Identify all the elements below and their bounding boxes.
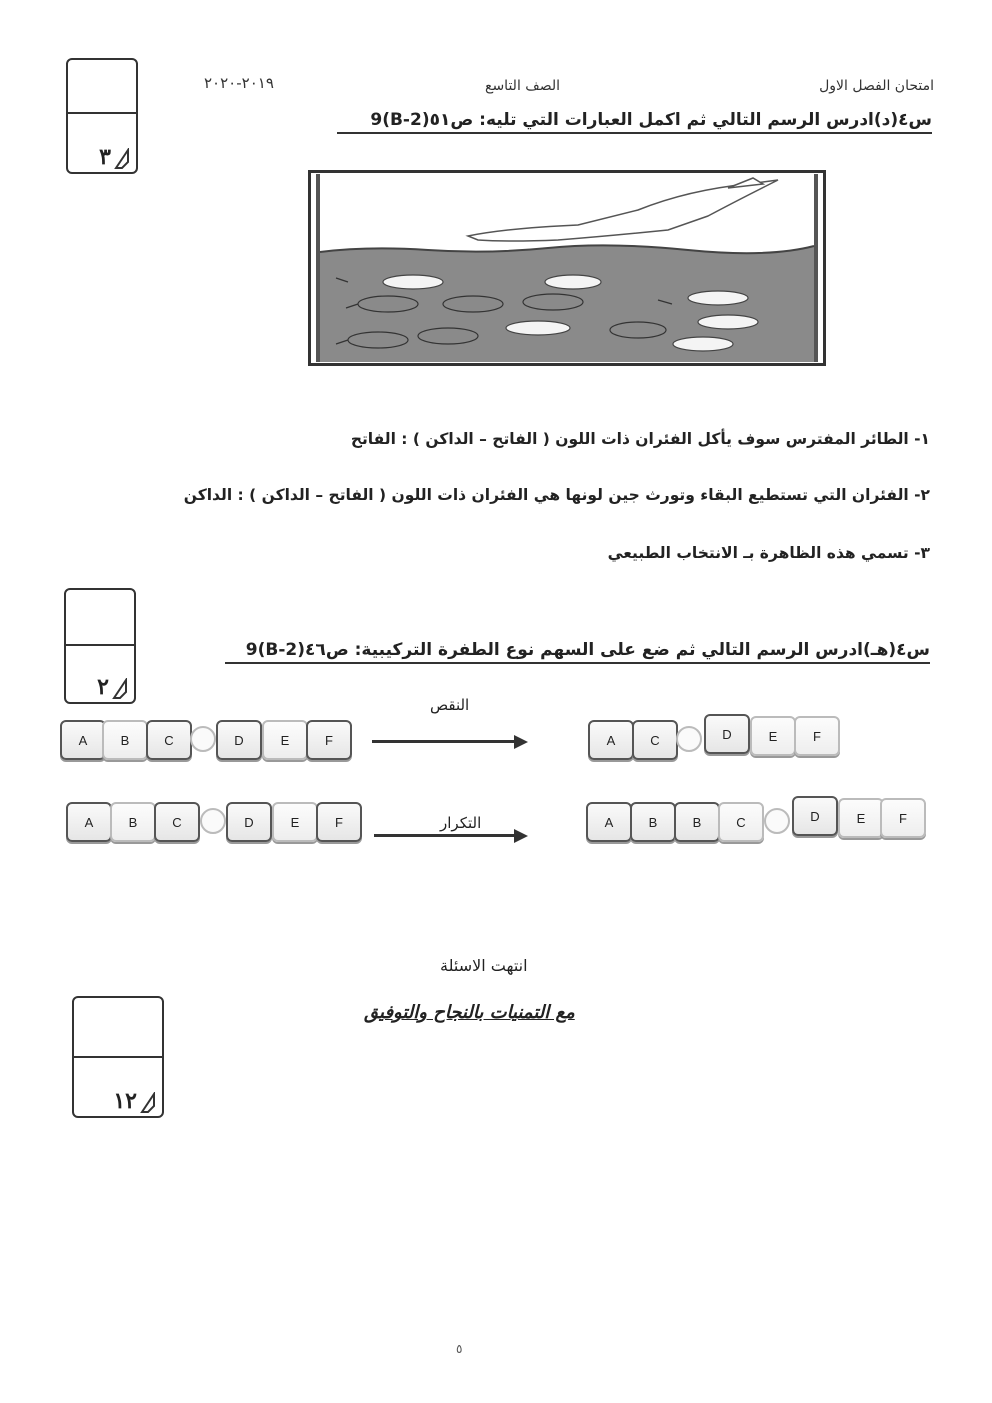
gene-block: D [704,714,750,754]
score-box-total [72,996,164,1118]
gene-block: D [792,796,838,836]
gene-block: F [880,798,926,838]
gene-block: B [674,802,720,842]
centromere [764,808,790,834]
folded-corner-icon [112,678,128,700]
folded-corner-icon [114,148,130,170]
row1-arrow [372,740,516,743]
grade-label: الصف التاسع [485,78,561,94]
row2-arrow-label: التكرار [440,814,482,832]
page-mark: ٥ [456,1342,463,1356]
row2-arrow [374,834,516,837]
folded-corner-icon [140,1092,156,1114]
centromere [190,726,216,752]
score-mark-1: ٣ [99,144,130,170]
gene-block: B [102,720,148,760]
score-box-2 [64,588,136,704]
gene-block: F [316,802,362,842]
gene-block: F [306,720,352,760]
question-h-title: س٤(هـ)ادرس الرسم التالي ثم ضع على السهم نوع الطفرة التركيبية: ص٤٦(B-2)9 [225,640,930,664]
centromere [676,726,702,752]
good-luck-wish: مع التمنيات بالنجاح والتوفيق [364,1002,575,1023]
score-box-1 [66,58,138,174]
statement-3: ٣- تسمي هذه الظاهرة بـ الانتخاب الطبيعي [607,544,930,562]
score-mark-2: ٢ [97,674,128,700]
gene-block: C [718,802,764,842]
predator-mice-illustration [308,170,826,366]
row1-arrow-label: النقص [430,696,470,714]
gene-block: E [838,798,884,838]
exam-title: امتحان الفصل الاول [819,78,934,94]
score-mark-total: ١٢ [113,1088,156,1114]
gene-block: C [154,802,200,842]
gene-block: F [794,716,840,756]
centromere [200,808,226,834]
gene-block: A [586,802,632,842]
gene-block: B [630,802,676,842]
statement-1: ١- الطائر المفترس سوف يأكل الفئران ذات اللون ( الفاتح – الداكن ) : الفاتح [350,430,930,448]
gene-block: A [588,720,634,760]
question-d-title: س٤(د)ادرس الرسم التالي ثم اكمل العبارات التي تليه: ص٥١(B-2)9 [337,110,932,134]
school-year: ٢٠١٩-٢٠٢٠ [204,74,274,92]
statement-2: ٢- الفئران التي تستطيع البقاء وتورث جين لونها هي الفئران ذات اللون ( الفاتح – الداكن ) : الداكن [183,486,930,504]
gene-block: D [216,720,262,760]
gene-block: C [632,720,678,760]
gene-block: C [146,720,192,760]
gene-block: E [750,716,796,756]
arrow-head-icon [514,829,528,843]
gene-block: E [272,802,318,842]
gene-block: B [110,802,156,842]
end-of-questions: انتهت الاسئلة [440,956,528,975]
gene-block: E [262,720,308,760]
arrow-head-icon [514,735,528,749]
gene-block: A [60,720,106,760]
gene-block: D [226,802,272,842]
gene-block: A [66,802,112,842]
